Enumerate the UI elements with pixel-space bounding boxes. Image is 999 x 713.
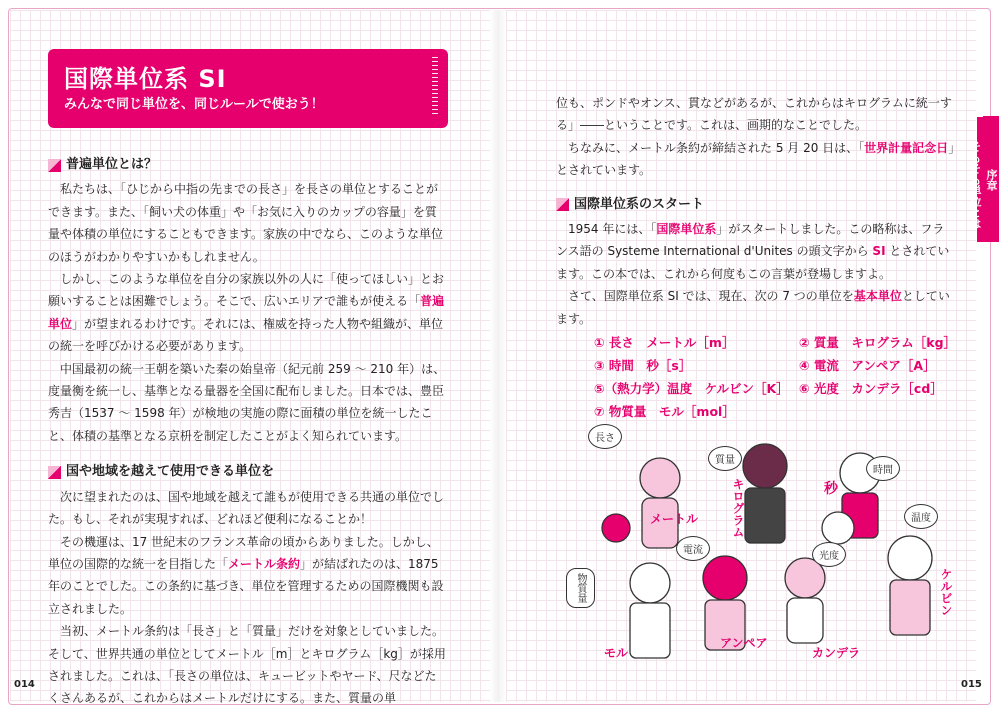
square-bullet-icon — [48, 466, 61, 479]
character-label: メートル — [650, 512, 699, 526]
character-label: アンペア — [720, 636, 768, 650]
page-number-left: 014 — [14, 679, 35, 690]
banner-subtitle: みんなで同じ単位を、同じルールで使おう！ — [64, 97, 324, 112]
paragraph: その機運は、17 世紀末のフランス革命の頃からありました。しかし、単位の国際的な統一を目指した「メートル条約」が結ばれたのは、1875 年のことでした。この条約に基づき、単位を管理するための国際機関も設立されました。 — [48, 534, 444, 616]
character-label: ケルビン — [939, 568, 953, 616]
paragraph: 中国最初の統一王朝を築いた秦の始皇帝（紀元前 259 〜 210 年）は、度量衡を統一し、基準となる量器を全国に配布しました。日本では、豊臣秀吉（1537 〜 1598 年）が検地の実施の際に面積の単位を統一したこと、体積の基準となる京枡を制定したことがよく知られています。 — [48, 361, 446, 443]
speech-bubble: 長さ — [588, 424, 622, 449]
characters-drawing — [580, 418, 970, 680]
page-number-right: 015 — [961, 679, 982, 690]
paragraph: しかし、このような単位を自分の家族以外の人に「使ってほしい」とお願いすることは困難でしょう。そこで、広いエリアで誰もが使える「普遍単位」が望まれるわけです。それには、権威を持った人物や組織が、単位の統一を呼びかける必要があります。 — [48, 272, 445, 354]
character-label: カンデラ — [812, 646, 861, 660]
paragraph: 当初、メートル条約は「長さ」と「質量」だけを対象としていました。そして、世界共通の単位としてメートル［m］とキログラム［kg］が採用されました。これは、「長さの単位は、キュービットやヤード、尺などたくさんあるが、これからはメートルだけにする。また、質量の単 — [48, 624, 446, 706]
banner-ruler-decoration — [432, 57, 438, 117]
character-label: モル — [604, 646, 629, 660]
paragraph: 私たちは、「ひじから中指の先までの長さ」を長さの単位とすることができます。また、「飼い犬の体重」や「お気に入りのカップの容量」を質量や体積の単位にすることもできます。家族の中でなら、このような単位のほうがわかりやすいかもしれません。 — [48, 182, 444, 264]
list-item: ① 長さ メートル［m］ ② 質量 キログラム［kg］ — [594, 335, 957, 351]
speech-bubble: 光度 — [812, 542, 846, 567]
list-item: ⑦ 物質量 モル［mol］ — [594, 404, 735, 420]
square-bullet-icon — [48, 159, 61, 172]
banner-title: 国際単位系 SI — [64, 65, 227, 93]
speech-bubble: 質量 — [708, 446, 742, 471]
list-item: ⑤（熱力学）温度 ケルビン［K］ ⑥ 光度 カンデラ［cd］ — [594, 381, 943, 397]
section-heading: 普遍単位とは？ — [48, 154, 448, 176]
base-units-list — [594, 332, 956, 424]
section-heading: 国や地域を越えて使用できる単位を — [48, 461, 448, 483]
paragraph: 次に望まれたのは、国や地域を越えて誰もが使用できる共通の単位でした。もし、それが実現すれば、どれほど便利になることか！ — [48, 489, 445, 527]
paragraph: さて、国際単位系 SI では、現在、次の 7 つの単位を基本単位としています。 — [556, 289, 950, 326]
section-heading: 国際単位系のスタート — [556, 194, 956, 216]
speech-bubble: 時間 — [866, 456, 900, 481]
left-body-text — [48, 148, 448, 710]
character-label: 秒 — [824, 481, 838, 497]
speech-bubble: 物質量 — [566, 568, 595, 608]
speech-bubble: 温度 — [904, 504, 938, 529]
unit-characters-illustration — [575, 418, 970, 680]
chapter-banner — [48, 49, 448, 128]
speech-bubble: 電流 — [676, 536, 710, 561]
chapter-side-tab: 序章 そもそも単位とは — [977, 116, 999, 242]
list-item: ③ 時間 秒［s］ ④ 電流 アンペア［A］ — [594, 358, 936, 374]
paragraph: 1954 年には、「国際単位系」がスタートしました。この略称は、フランス語の Systeme International d'Unites の頭文字から SI とされています。この本では、これから何度もこの言葉が登場しますよ。 — [556, 222, 950, 281]
character-label: キログラム — [731, 478, 745, 538]
paragraph: ちなみに、メートル条約が締結された 5 月 20 日は、「世界計量記念日」とされています。 — [556, 140, 955, 178]
right-body-text — [556, 92, 956, 424]
paragraph: 位も、ポンドやオンス、貫などがあるが、これからはキログラムに統一する」――ということです。これは、画期的なことでした。 — [556, 96, 952, 133]
square-bullet-icon — [556, 198, 569, 211]
